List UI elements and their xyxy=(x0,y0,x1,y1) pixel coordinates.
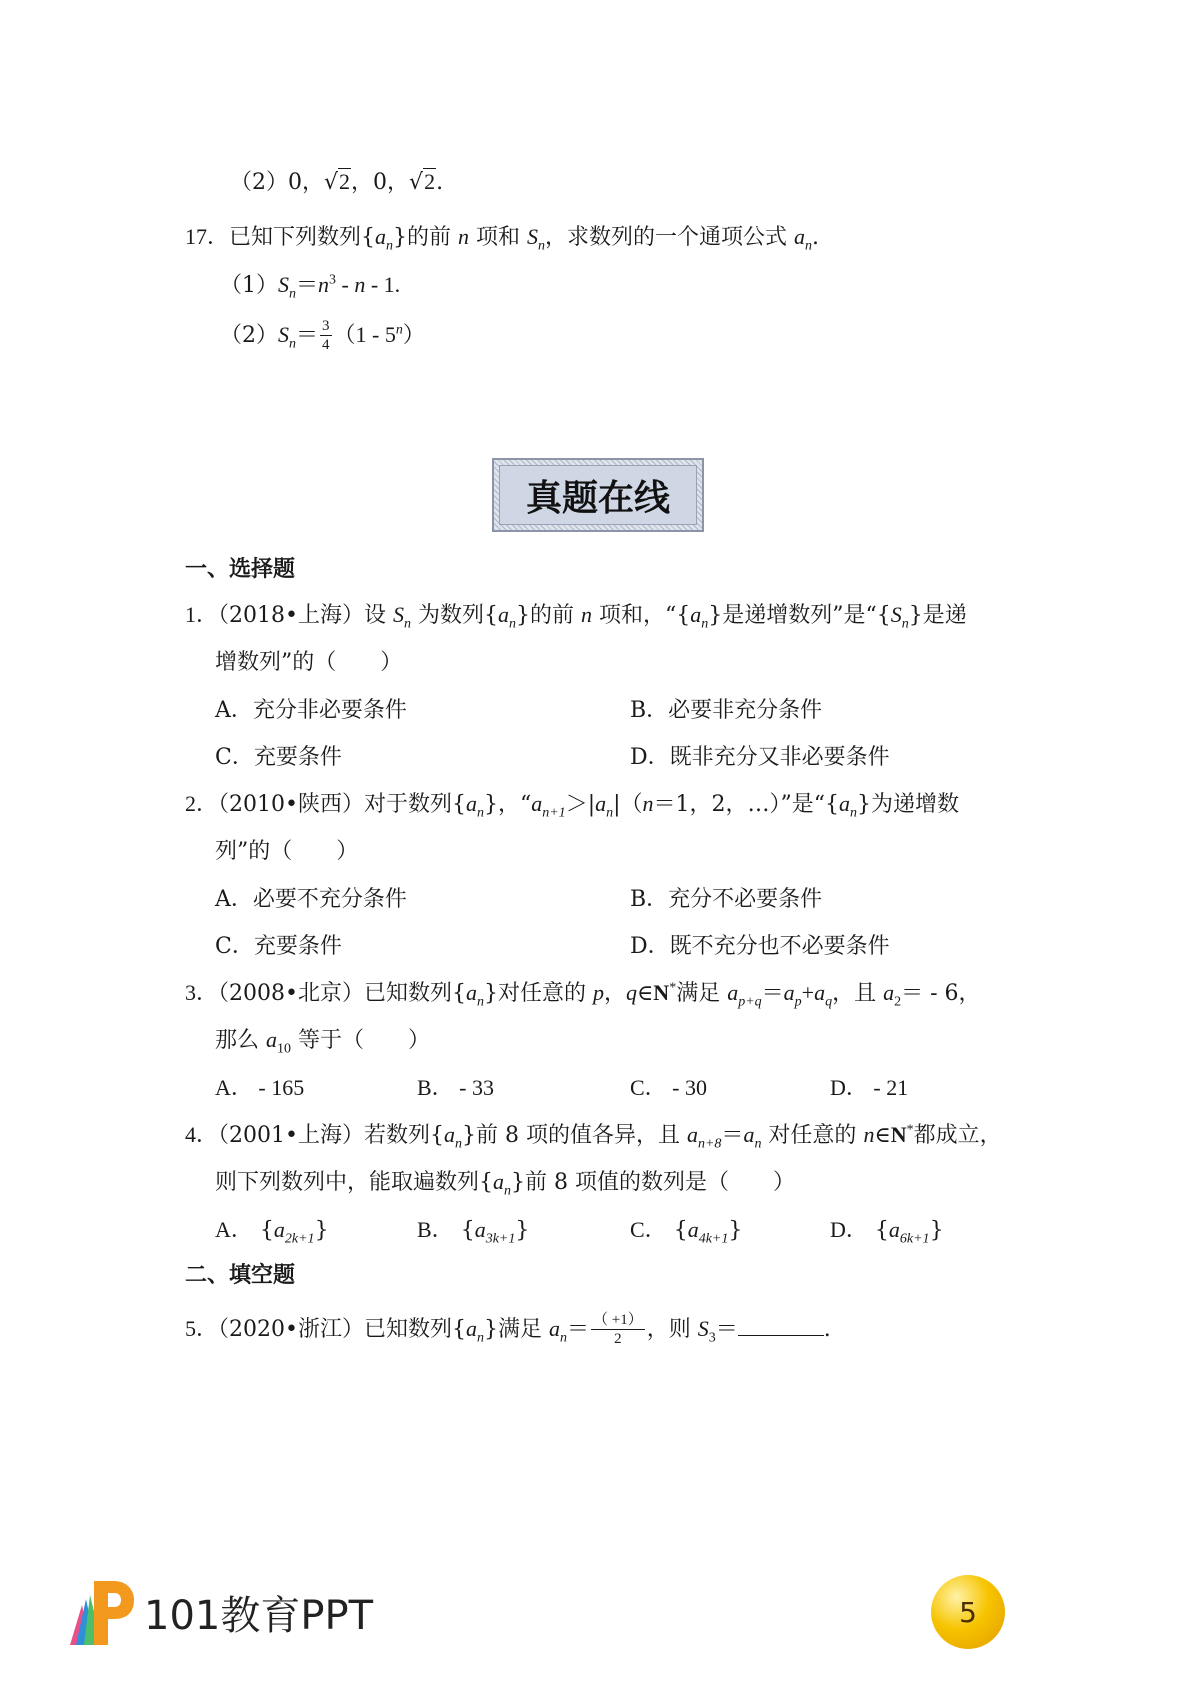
section-fill-title: 二、填空题 xyxy=(185,1263,296,1288)
question-2-line-2: 列”的（ ） xyxy=(215,839,359,864)
question-2-option-c: C．充要条件 xyxy=(215,934,342,959)
question-1-option-d: D．既非充分又非必要条件 xyxy=(630,745,890,770)
question-1-option-a: A．充分非必要条件 xyxy=(215,698,407,723)
banner-title: 真题在线 xyxy=(499,465,697,525)
section-choice-title: 一、选择题 xyxy=(185,557,296,582)
question-1-option-c: C．充要条件 xyxy=(215,745,342,770)
question-4-option-d: D． $\{a_{6k+1}\}$ xyxy=(830,1217,944,1247)
fraction-3-4: $\frac{3}{4}$ xyxy=(322,318,330,353)
question-4-option-b: B． $\{a_{3k+1}\}$ xyxy=(417,1217,530,1247)
section-banner xyxy=(492,458,704,532)
logo-text: 101教育PPT xyxy=(144,1592,374,1639)
question-4-line-2: 则下列数列中，能取遍数列$\{a_n\}$前 8 项值的数列是（ ） xyxy=(215,1169,795,1199)
question-3-option-d: D． - 21 xyxy=(830,1075,909,1100)
question-4-option-c: C． $\{a_{4k+1}\}$ xyxy=(630,1217,743,1247)
page-number: 5 xyxy=(959,1595,977,1629)
prev-item-2: （2）0，√2，0，√2. xyxy=(230,169,444,195)
question-5: 5．（2020•浙江）已知数列$\{a_n\}$满足 $a_n=$ $\frac{( +1)}{2}$ ，则 $S_3=$ . xyxy=(185,1312,831,1347)
question-3-option-a: A． - 165 xyxy=(215,1075,305,1100)
question-4-line-1: 4．（2001•上海）若数列$\{a_n\}$前 8 项的值各异，且 $a_{n+8}=a_n$ 对任意的 n∈N*都成立， xyxy=(185,1122,1002,1152)
question-2-option-d: D．既不充分也不必要条件 xyxy=(630,934,890,959)
page-number-badge xyxy=(931,1575,1005,1649)
question-1-line-1: 1．（2018•上海）设 $S_n$ 为数列$\{a_n\}$的前 n 项和，“$\{a_n\}$是递增数列”是“$\{S_n\}$是递 xyxy=(185,602,967,632)
logo-p-icon xyxy=(60,1575,136,1649)
question-3-option-b: B． - 33 xyxy=(417,1075,495,1100)
brand-logo xyxy=(60,1575,373,1649)
question-2-option-b: B．充分不必要条件 xyxy=(630,887,823,912)
question-17: 17．已知下列数列$\{a_n\}$的前 n 项和 $S_n$，求数列的一个通项公式 $a_n$. xyxy=(185,224,820,254)
question-2-line-1: 2．（2010•陕西）对于数列$\{a_n\}$，“$a_{n+1}>|a_n|(n=1$，2，…）”是“$\{a_n\}$为递增数 xyxy=(185,791,960,821)
question-3-line-2: 那么 $a_{10}$ 等于（ ） xyxy=(215,1027,430,1057)
question-17-part-1: $(1)S_n=n^3 - n - 1$. xyxy=(220,272,401,302)
answer-blank[interactable] xyxy=(738,1315,824,1336)
fraction-q5: $\frac{( +1)}{2}$ xyxy=(593,1312,643,1347)
question-4-option-a: A． $\{a_{2k+1}\}$ xyxy=(215,1217,329,1247)
question-17-part-2: $(2)S_n=$ $\frac{3}{4}$ （1 - 5$^n$） xyxy=(220,318,425,353)
question-3-line-1: 3．（2008•北京）已知数列$\{a_n\}$对任意的 p，q∈N*满足 $a_{p+q}=a_p+a_q$，且 $a_2= - 6$， xyxy=(185,980,981,1010)
question-3-option-c: C． - 30 xyxy=(630,1075,708,1100)
question-1-option-b: B．必要非充分条件 xyxy=(630,698,823,723)
question-2-option-a: A．必要不充分条件 xyxy=(215,887,407,912)
question-1-line-2: 增数列”的（ ） xyxy=(215,650,403,675)
